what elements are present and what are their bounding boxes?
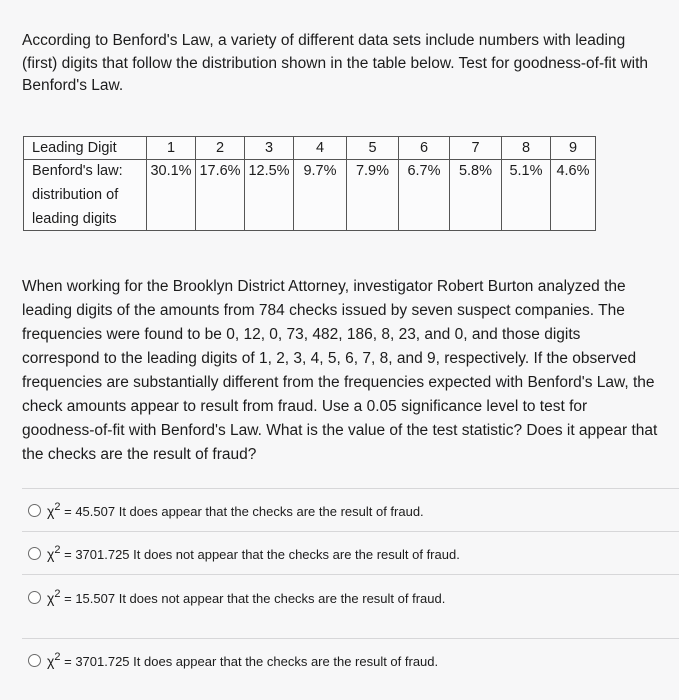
divider [22,531,679,532]
divider [22,574,679,575]
radio-button[interactable] [28,591,41,604]
option-conclusion: It does not appear that the checks are the result of fraud. [118,591,446,606]
percentage-cell: 4.6% [551,160,596,231]
row-label [24,160,147,231]
row-label-line: leading digits [32,211,117,227]
percentage-cell: 5.8% [450,160,502,231]
digit-cell: 3 [245,137,294,160]
table-header-row [24,137,596,160]
digit-cell: 5 [347,137,399,160]
row-label-line: distribution of [32,187,119,203]
chi-square-symbol: $\chi^2$ [47,651,61,669]
digit-cell: 2 [196,137,245,160]
percentage-cell: 17.6% [196,160,245,231]
question-text: When working for the Brooklyn District Attorney, investigator Robert Burton analyzed the leading digits of the amounts from 784 checks issued by seven suspect companies. The frequencies were found to be 0, 12, 0, 73, 482, 186, 8, 23, and 0, and those digits correspond to the leading digits of 1, 2, 3, 4, 5, 6, 7, 8, and 9, respectively. If the observed frequencies are substantially different from the frequencies expected with Benford's Law, the check amounts appear to result from fraud. Use a 0.05 significance level to test for goodness-of-fit with Benford's Law. What is the value of the test statistic? Does it appear that the checks are the result of fraud? [22,278,658,463]
option-value: = 3701.725 [64,547,130,562]
answer-option[interactable] [28,544,508,565]
intro-text: According to Benford's Law, a variety of different data sets include numbers with leading (first) digits that follow the distribution shown in the table below. Test for goodness-of-fit with Benford's Law. [22,32,649,94]
percentage-cell: 7.9% [347,160,399,231]
digit-cell: 4 [294,137,347,160]
digit-cell: 8 [502,137,551,160]
digit-cell: 7 [450,137,502,160]
option-conclusion: It does appear that the checks are the result of fraud. [133,654,439,669]
chi-square-symbol: $\chi^2$ [47,588,61,606]
digit-cell: 6 [399,137,450,160]
percentage-cell: 5.1% [502,160,551,231]
radio-button[interactable] [28,654,41,667]
answer-option[interactable] [28,501,468,522]
option-value: = 45.507 [64,504,116,519]
divider [22,638,679,639]
radio-button[interactable] [28,504,41,517]
digit-cell: 9 [551,137,596,160]
chi-square-symbol: $\chi^2$ [47,501,61,519]
answer-option[interactable] [28,588,458,609]
row-label-line: Benford's law: [32,163,123,179]
benford-table [23,136,596,231]
radio-button[interactable] [28,547,41,560]
option-value: = 15.507 [64,591,116,606]
answer-option[interactable] [28,651,468,672]
percentage-cell: 30.1% [147,160,196,231]
option-value: = 3701.725 [64,654,130,669]
chi-square-symbol: $\chi^2$ [47,544,61,562]
percentage-cell: 6.7% [399,160,450,231]
option-conclusion: It does appear that the checks are the result of fraud. [118,504,424,519]
percentage-cell: 9.7% [294,160,347,231]
digit-cell: 1 [147,137,196,160]
header-label: Leading Digit [24,137,147,160]
option-conclusion: It does not appear that the checks are the result of fraud. [133,547,460,562]
table-data-row [24,160,596,231]
percentage-cell: 12.5% [245,160,294,231]
divider [22,488,679,489]
